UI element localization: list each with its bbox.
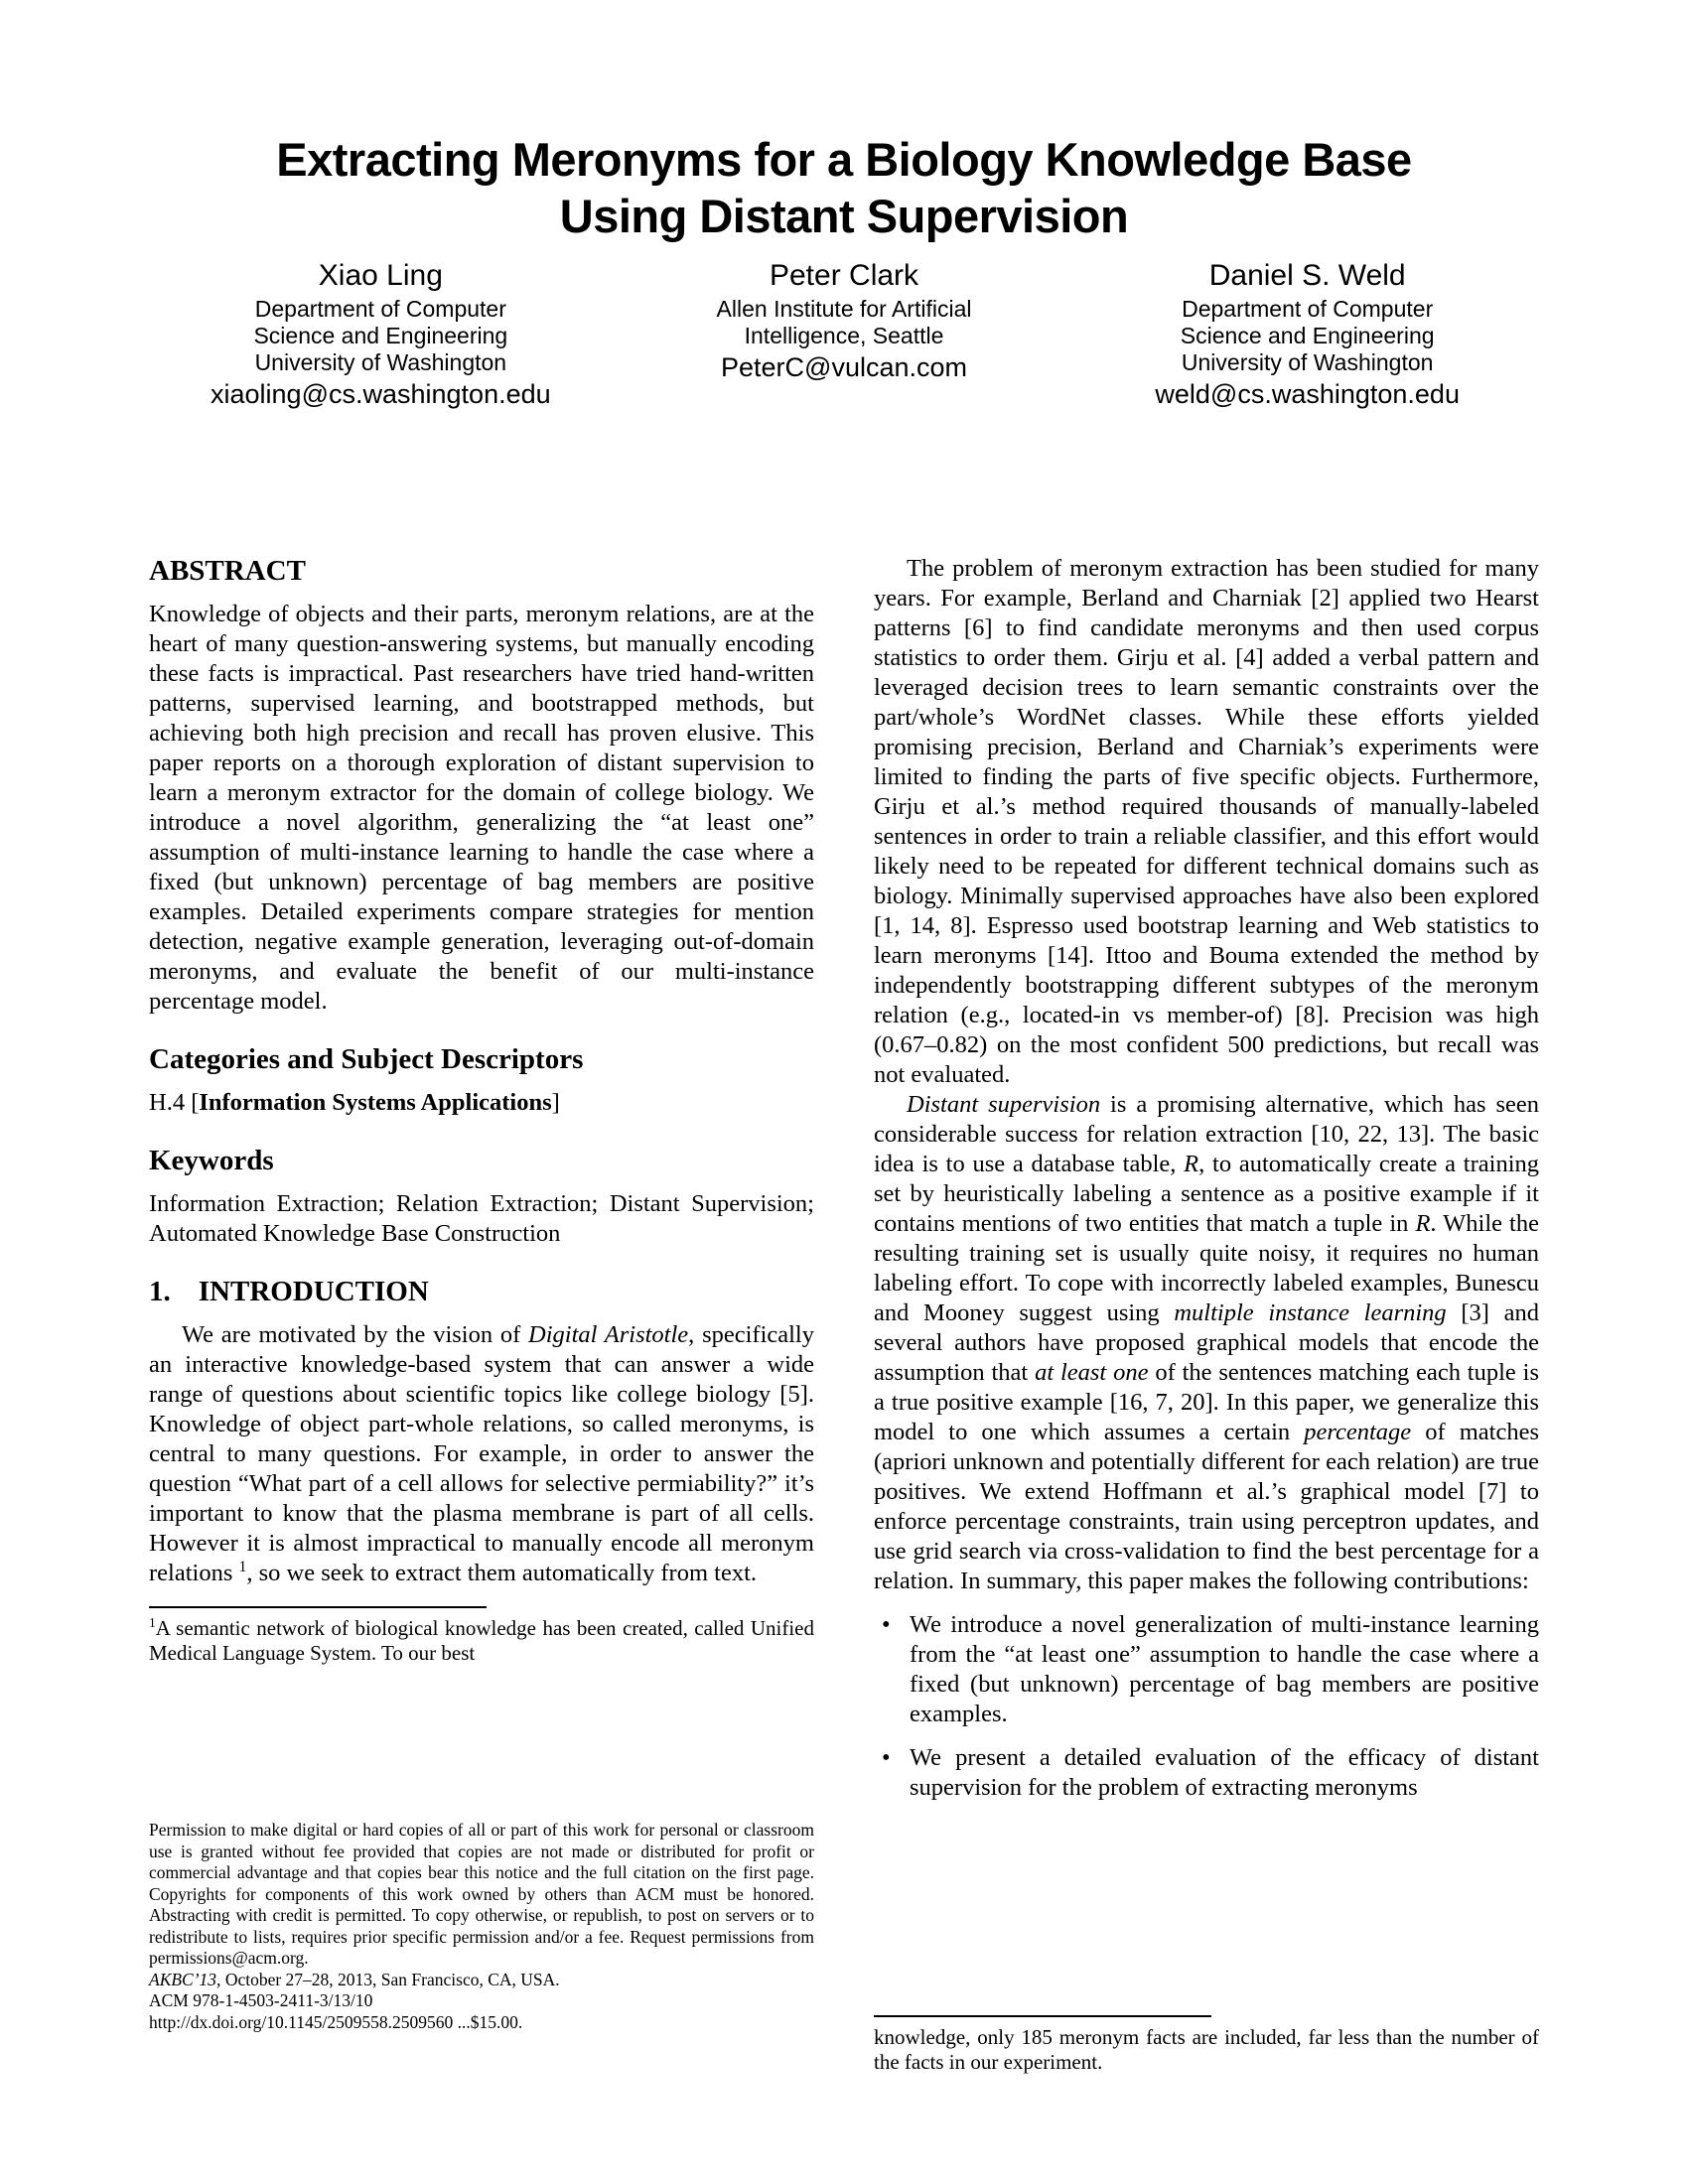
author-1-affiliation-line3: University of Washington [254,349,507,375]
paper-title-line1: Extracting Meronyms for a Biology Knowledge Base [276,133,1412,186]
introduction-heading-label: INTRODUCTION [198,1276,429,1307]
copyright-conference-line: AKBC’13, October 27–28, 2013, San Francisco, CA, USA. [149,1969,560,1989]
author-2-affiliation-line2: Intelligence, Seattle [744,323,944,348]
author-3-name: Daniel S. Weld [1208,259,1406,292]
copyright-block [149,1820,814,2033]
author-3-email: weld@cs.washington.edu [1155,379,1460,409]
left-footnote [149,1606,814,1666]
author-1-affiliation-line2: Science and Engineering [253,323,508,348]
author-1 [149,258,613,410]
copyright-doi-line: http://dx.doi.org/10.1145/2509558.2509560 ...$15.00. [149,2011,523,2032]
author-3-affiliation-line2: Science and Engineering [1180,323,1435,348]
copyright-permission-text: Permission to make digital or hard copies of all or part of this work for personal or classroom use is granted without fee provided that copies are not made or distributed for profit or commercial advantage and that copies bear this notice and the full citation on the first page. Copyrights for components of this work owned by others than ACM must be honored. Abstracting with credit is permitted. To copy otherwise, or republish, to post on servers or to redistribute to lists, requires prior specific permission and/or a fee. Request permissions from permissions@acm.org. [149,1820,814,1968]
author-2-affiliation-line1: Allen Institute for Artificial [716,296,972,322]
footnote-rule [874,2015,1211,2017]
abstract-heading: ABSTRACT [149,555,306,587]
bullet-icon: • [882,1611,891,1638]
contributions-list [874,1610,1539,1817]
categories-text: H.4 [Information Systems Applications] [149,1089,560,1116]
footnote-rule [149,1606,487,1608]
contribution-item-2 [874,1743,1539,1803]
keywords-heading: Keywords [149,1145,274,1176]
author-1-affiliation-line1: Department of Computer [254,296,506,322]
author-3-affiliation-line1: Department of Computer [1182,296,1434,322]
paper-title [0,131,1688,244]
left-footnote-text: $^1$A semantic network of biological knowledge has been created, called Unified Medical Language System. To our best [149,1615,814,1665]
author-1-email: xiaoling@cs.washington.edu [211,379,551,409]
introduction-paragraph: We are motivated by the vision of Digital Aristotle, specifically an interactive knowledge-based system that can answer a wide range of questions about scientific topics like college biology [5]. Knowledge of object part-whole relations, so called meronyms, is central to many questions. For example, in order to answer the question “What part of a cell allows for selective permiability?” it’s important to know that the plasma membrane is part of all cells. However it is almost impractical to manually encode all meronym relations $^1$, so we seek to extract them automatically from text. [149,1321,814,1586]
right-footnote [874,2015,1539,2075]
related-work-paragraph: The problem of meronym extraction has been studied for many years. For example, Berland and Charniak [2] applied two Hearst patterns [6] to find candidate meronyms and then used corpus statistics to order them. Girju et al. [4] added a verbal pattern and leveraged decision trees to learn semantic constraints over the part/whole’s WordNet classes. While these efforts yielded promising precision, Berland and Charniak’s experiments were limited to finding the parts of five specific objects. Furthermore, Girju et al.’s method required thousands of manually-labeled sentences in order to train a reliable classifier, and this effort would likely need to be repeated for different technical domains such as biology. Minimally supervised approaches have also been explored [1, 14, 8]. Espresso used bootstrap learning and Web statistics to learn meronyms [14]. Ittoo and Bouma extended the method by independently bootstrapping different subtypes of the meronym relation (e.g., located-in vs member-of) [8]. Precision was high (0.67–0.82) on the most confident 500 predictions, but recall was not evaluated. [874,555,1539,1088]
paper-title-line2: Using Distant Supervision [559,190,1129,242]
contribution-item-2-text: We present a detailed evaluation of the efficacy of distant supervision for the problem of extracting meronyms [910,1744,1539,1801]
keywords-text: Information Extraction; Relation Extraction; Distant Supervision; Automated Knowledge Base Construction [149,1190,814,1247]
copyright-isbn-line: ACM 978-1-4503-2411-3/13/10 [149,1990,373,2010]
author-2-email: PeterC@vulcan.com [721,352,967,382]
contribution-item-1 [874,1610,1539,1729]
author-3 [1075,258,1539,410]
bullet-icon: • [882,1744,891,1771]
introduction-section-number: 1. [149,1276,171,1307]
body-columns [149,554,1539,2075]
author-2-name: Peter Clark [769,259,919,292]
author-block-row [149,258,1539,410]
author-2 [613,258,1076,410]
distant-supervision-paragraph: Distant supervision is a promising alternative, which has seen considerable success for relation extraction [10, 22, 13]. The basic idea is to use a database table, R, to automatically create a training set by heuristically labeling a sentence as a positive example if it contains mentions of two entities that match a tuple in R. While the resulting training set is usually quite noisy, it requires no human labeling effort. To cope with incorrectly labeled examples, Bunescu and Mooney suggest using multiple instance learning [3] and several authors have proposed graphical models that encode the assumption that at least one of the sentences matching each tuple is a true positive example [16, 7, 20]. In this paper, we generalize this model to one which assumes a certain percentage of matches (apriori unknown and potentially different for each relation) are true positives. We extend Hoffmann et al.’s graphical model [7] to enforce percentage constraints, train using perceptron updates, and use grid search via cross-validation to find the best percentage for a relation. In summary, this paper makes the following contributions: [874,1091,1540,1594]
abstract-text: Knowledge of objects and their parts, meronym relations, are at the heart of many question-answering systems, but manually encoding these facts is impractical. Past researchers have tried hand-written patterns, supervised learning, and bootstrapped methods, but achieving both high precision and recall has proven elusive. This paper reports on a thorough exploration of distant supervision to learn a meronym extractor for the domain of college biology. We introduce a novel algorithm, generalizing the “at least one” assumption of multi-instance learning to handle the case where a fixed (but unknown) percentage of bag members are positive examples. Detailed experiments compare strategies for mention detection, negative example generation, leveraging out-of-domain meronyms, and evaluate the benefit of our multi-instance percentage model. [149,601,814,1015]
author-1-name: Xiao Ling [318,259,443,292]
contribution-item-1-text: We introduce a novel generalization of multi-instance learning from the “at least one” assumption to handle the case where a fixed (but unknown) percentage of bag members are positive examples. [910,1611,1539,1727]
right-footnote-continuation-text: knowledge, only 185 meronym facts are included, far less than the number of the facts in our experiment. [874,2025,1539,2074]
right-column [874,554,1539,2075]
introduction-heading [149,1275,814,1308]
author-3-affiliation-line3: University of Washington [1181,349,1434,375]
categories-heading: Categories and Subject Descriptors [149,1043,584,1075]
left-column [149,554,814,2075]
